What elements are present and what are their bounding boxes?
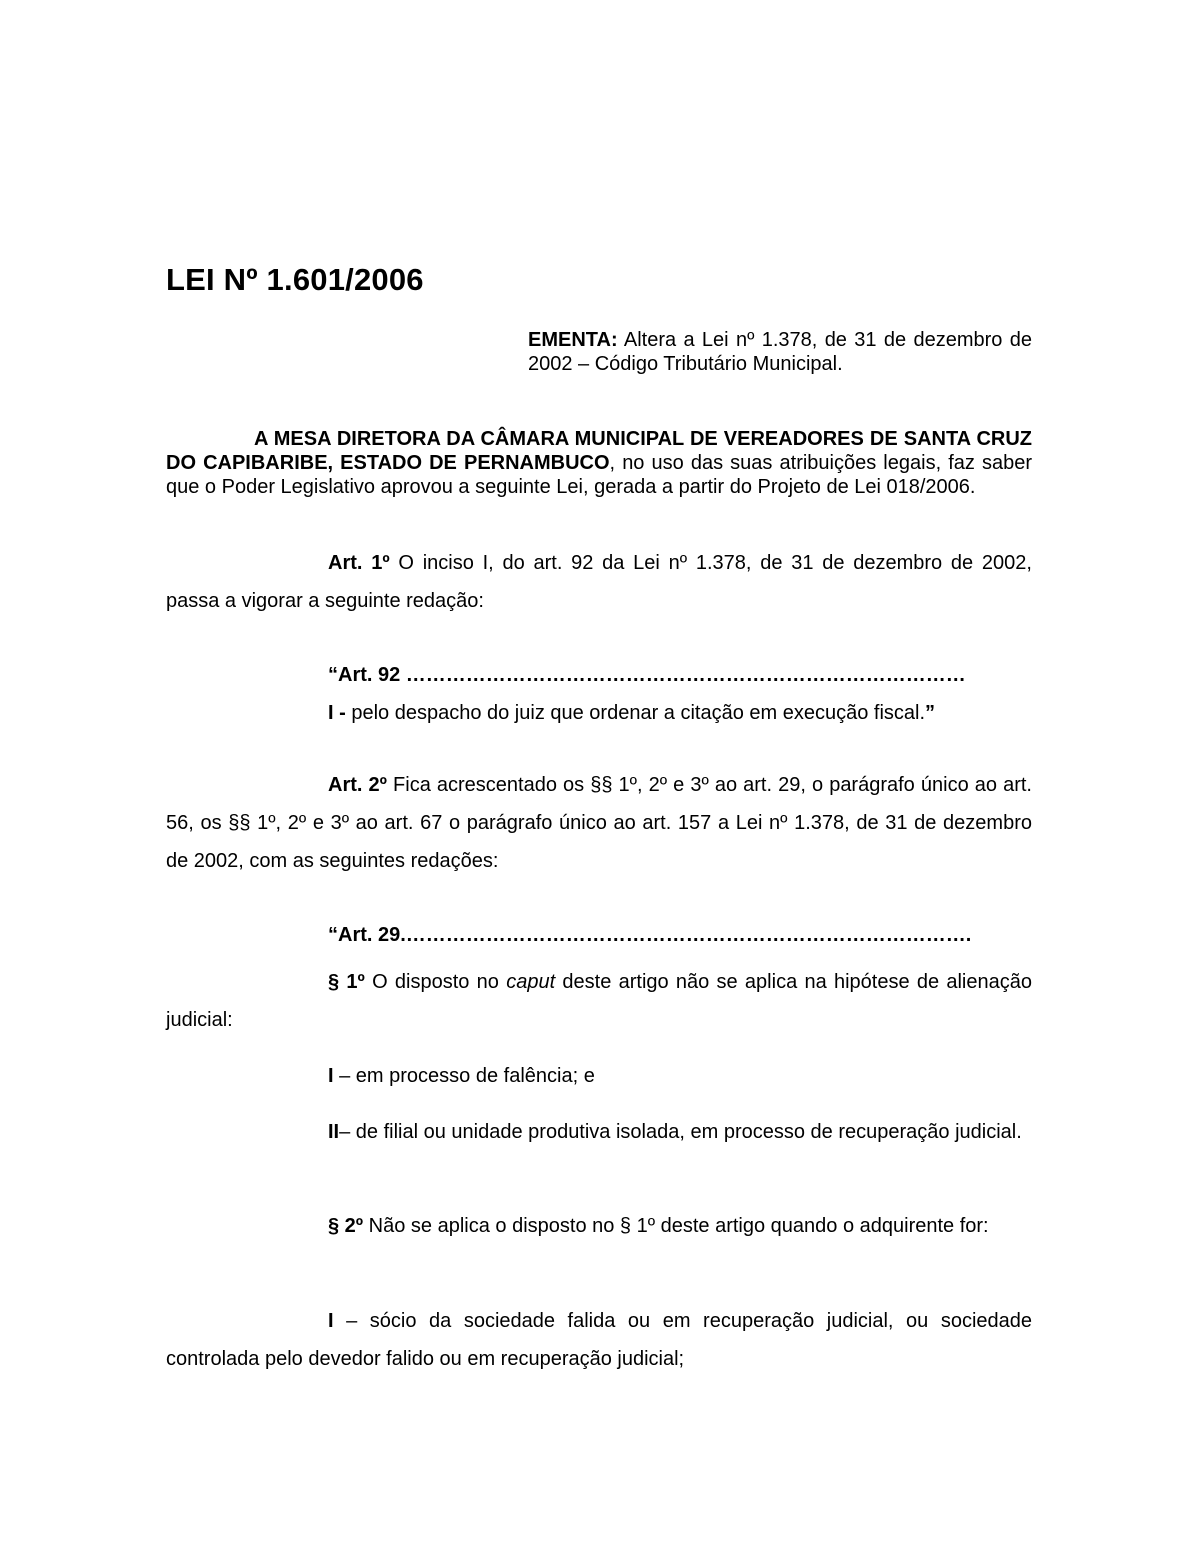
inciso-text: – sócio da sociedade falida ou em recuperação judicial, ou sociedade controlada pelo devedor falido ou em recuperação judicial; — [166, 1310, 1032, 1370]
inciso-label: II — [328, 1121, 340, 1143]
article-2 — [166, 766, 1032, 880]
paragraph-1 — [166, 963, 1032, 1039]
paragraph-1-text-b: deste artigo não se aplica na hipótese de alienação judicial: — [166, 971, 1032, 1031]
inciso-text: – de filial ou unidade produtiva isolada, em processo de recuperação judicial. — [339, 1121, 1022, 1143]
article-29-heading — [328, 923, 1032, 947]
paragraph-2-inciso-i — [166, 1302, 1032, 1378]
preamble-bold: A MESA DIRETORA DA CÂMARA MUNICIPAL DE VEREADORES DE SANTA CRUZ DO CAPIBARIBE, ESTADO DE PERNAMBUCO — [166, 428, 1032, 474]
article-1-text: O inciso I, do art. 92 da Lei nº 1.378, de 31 de dezembro de 2002, passa a vigorar a seguinte redação: — [166, 552, 1032, 612]
preamble-text: , no uso das suas atribuições legais, faz saber que o Poder Legislativo aprovou a seguinte Lei, gerada a partir do Projeto de Lei 018/2006. — [166, 452, 1032, 498]
inciso-label: I — [328, 1065, 334, 1087]
ementa — [528, 328, 1032, 376]
ementa-label: EMENTA: — [528, 329, 618, 351]
article-1 — [166, 544, 1032, 620]
paragraph-1-label: § 1º — [328, 971, 365, 993]
paragraph-1-inciso-ii — [166, 1113, 1032, 1151]
close-quote: ” — [925, 702, 936, 724]
inciso-text: – em processo de falência; e — [333, 1065, 595, 1087]
article-2-text: Fica acrescentado os §§ 1º, 2º e 3º ao art. 29, o parágrafo único ao art. 56, os §§ 1º, 2º e 3º ao art. 67 o parágrafo único ao art. 157 a Lei nº 1.378, de 31 de dezembro de 2002, com as seguintes redações: — [166, 774, 1032, 872]
paragraph-1-italic: caput — [506, 971, 556, 993]
preamble — [166, 427, 1032, 499]
law-title: LEI Nº 1.601/2006 — [166, 262, 424, 297]
article-29-heading-text: “Art. 29.…………………………………………………………………………. — [328, 924, 972, 946]
inciso-label: I - — [328, 702, 352, 724]
article-92-heading — [328, 663, 1032, 687]
ementa-text: Altera a Lei nº 1.378, de 31 de dezembro de 2002 – Código Tributário Municipal. — [528, 329, 1032, 375]
paragraph-2 — [166, 1207, 1032, 1245]
inciso-label: I — [328, 1310, 334, 1332]
paragraph-1-inciso-i — [166, 1057, 1032, 1095]
article-92-inciso-i — [328, 701, 1032, 725]
paragraph-1-text-a: O disposto no — [364, 971, 507, 993]
article-1-label: Art. 1º — [328, 552, 390, 574]
inciso-text: pelo despacho do juiz que ordenar a citação em execução fiscal. — [351, 702, 926, 724]
article-2-label: Art. 2º — [328, 774, 387, 796]
paragraph-2-label: § 2º — [328, 1215, 364, 1237]
article-92-heading-text: “Art. 92 ………………………………………………………………………… — [328, 664, 966, 686]
paragraph-2-text: Não se aplica o disposto no § 1º deste artigo quando o adquirente for: — [363, 1215, 989, 1237]
